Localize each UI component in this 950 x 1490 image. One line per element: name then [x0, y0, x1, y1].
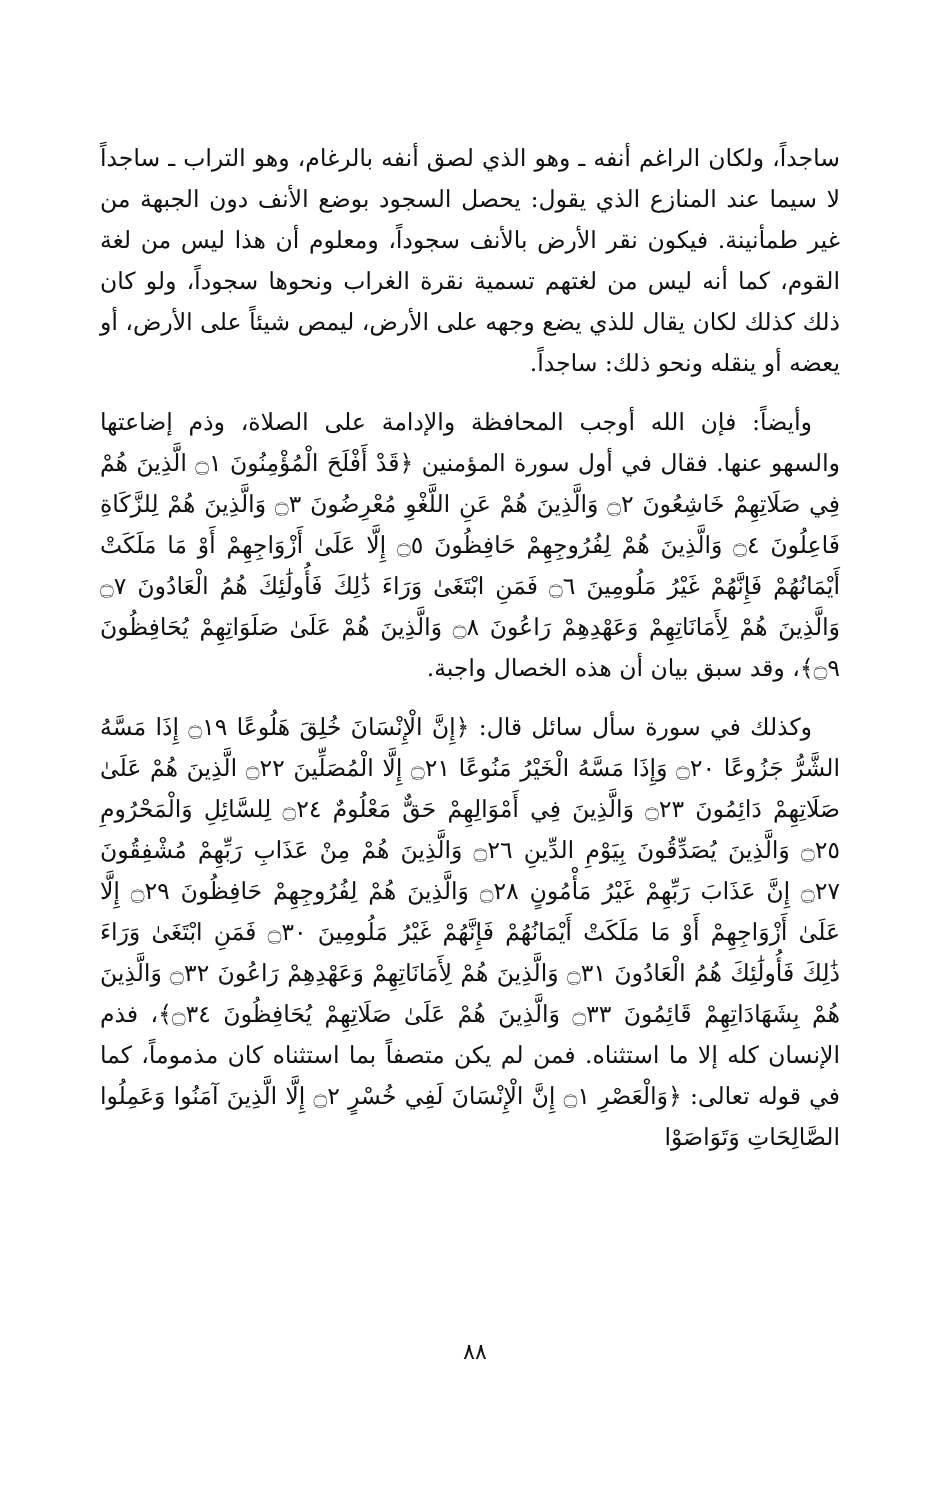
page-number: ٨٨	[463, 1340, 487, 1365]
paragraph-2: وأيضاً: فإن الله أوجب المحافظة والإدامة على الصلاة، وذم إضاعتها والسهو عنها. فقال في أول سورة المؤمنين ﴿قَدْ أَفْلَحَ الْمُؤْمِنُونَ ۝١ الَّذِينَ هُمْ فِي صَلَاتِهِمْ خَاشِعُونَ ۝٢ وَالَّذِينَ هُمْ عَنِ اللَّغْوِ مُعْرِضُونَ ۝٣ وَالَّذِينَ هُمْ لِلزَّكَاةِ فَاعِلُونَ ۝٤ وَالَّذِينَ هُمْ لِفُرُوجِهِمْ حَافِظُونَ ۝٥ إِلَّا عَلَىٰ أَزْوَاجِهِمْ أَوْ مَا مَلَكَتْ أَيْمَانُهُمْ فَإِنَّهُمْ غَيْرُ مَلُومِينَ ۝٦ فَمَنِ ابْتَغَىٰ وَرَاءَ ذَٰلِكَ فَأُولَٰئِكَ هُمُ الْعَادُونَ ۝٧ وَالَّذِينَ هُمْ لِأَمَانَاتِهِمْ وَعَهْدِهِمْ رَاعُونَ ۝٨ وَالَّذِينَ هُمْ عَلَىٰ صَلَوَاتِهِمْ يُحَافِظُونَ ۝٩﴾، وقد سبق بيان أن هذه الخصال واجبة.	[100, 408, 840, 682]
paragraph-3: وكذلك في سورة سأل سائل قال: ﴿إِنَّ الْإِنْسَانَ خُلِقَ هَلُوعًا ۝١٩ إِذَا مَسَّهُ الشَّرُّ جَزُوعًا ۝٢٠ وَإِذَا مَسَّهُ الْخَيْرُ مَنُوعًا ۝٢١ إِلَّا الْمُصَلِّينَ ۝٢٢ الَّذِينَ هُمْ عَلَىٰ صَلَاتِهِمْ دَائِمُونَ ۝٢٣ وَالَّذِينَ فِي أَمْوَالِهِمْ حَقٌّ مَعْلُومٌ ۝٢٤ لِلسَّائِلِ وَالْمَحْرُومِ ۝٢٥ وَالَّذِينَ يُصَدِّقُونَ بِيَوْمِ الدِّينِ ۝٢٦ وَالَّذِينَ هُمْ مِنْ عَذَابِ رَبِّهِمْ مُشْفِقُونَ ۝٢٧ إِنَّ عَذَابَ رَبِّهِمْ غَيْرُ مَأْمُونٍ ۝٢٨ وَالَّذِينَ هُمْ لِفُرُوجِهِمْ حَافِظُونَ ۝٢٩ إِلَّا عَلَىٰ أَزْوَاجِهِمْ أَوْ مَا مَلَكَتْ أَيْمَانُهُمْ فَإِنَّهُمْ غَيْرُ مَلُومِينَ ۝٣٠ فَمَنِ ابْتَغَىٰ وَرَاءَ ذَٰلِكَ فَأُولَٰئِكَ هُمُ الْعَادُونَ ۝٣١ وَالَّذِينَ هُمْ لِأَمَانَاتِهِمْ وَعَهْدِهِمْ رَاعُونَ ۝٣٢ وَالَّذِينَ هُمْ بِشَهَادَاتِهِمْ قَائِمُونَ ۝٣٣ وَالَّذِينَ هُمْ عَلَىٰ صَلَاتِهِمْ يُحَافِظُونَ ۝٣٤﴾، فذم الإنسان كله إلا ما استثناه. فمن لم يكن متصفاً بما استثناه كان مذموماً، كما في قوله تعالى: ﴿وَالْعَصْرِ ۝١ إِنَّ الْإِنْسَانَ لَفِي خُسْرٍ ۝٢ إِلَّا الَّذِينَ آمَنُوا وَعَمِلُوا الصَّالِحَاتِ وَتَوَاصَوْا	[100, 713, 841, 1151]
book-page	[100, 138, 840, 1158]
paragraph-1: ساجداً، ولكان الراغم أنفه ـ وهو الذي لصق أنفه بالرغام، وهو التراب ـ ساجداً لا سيما عند المنازع الذي يقول: يحصل السجود بوضع الأنف دون الجبهة من غير طمأنينة. فيكون نقر الأرض بالأنف سجوداً، ومعلوم أن هذا ليس من لغة القوم، كما أنه ليس من لغتهم تسمية نقرة الغراب ونحوها سجوداً، ولو كان ذلك كذلك لكان يقال للذي يضع وجهه على الأرض، ليمص شيئاً على الأرض، أو يعضه أو ينقله ونحو ذلك: ساجداً.	[100, 144, 840, 377]
